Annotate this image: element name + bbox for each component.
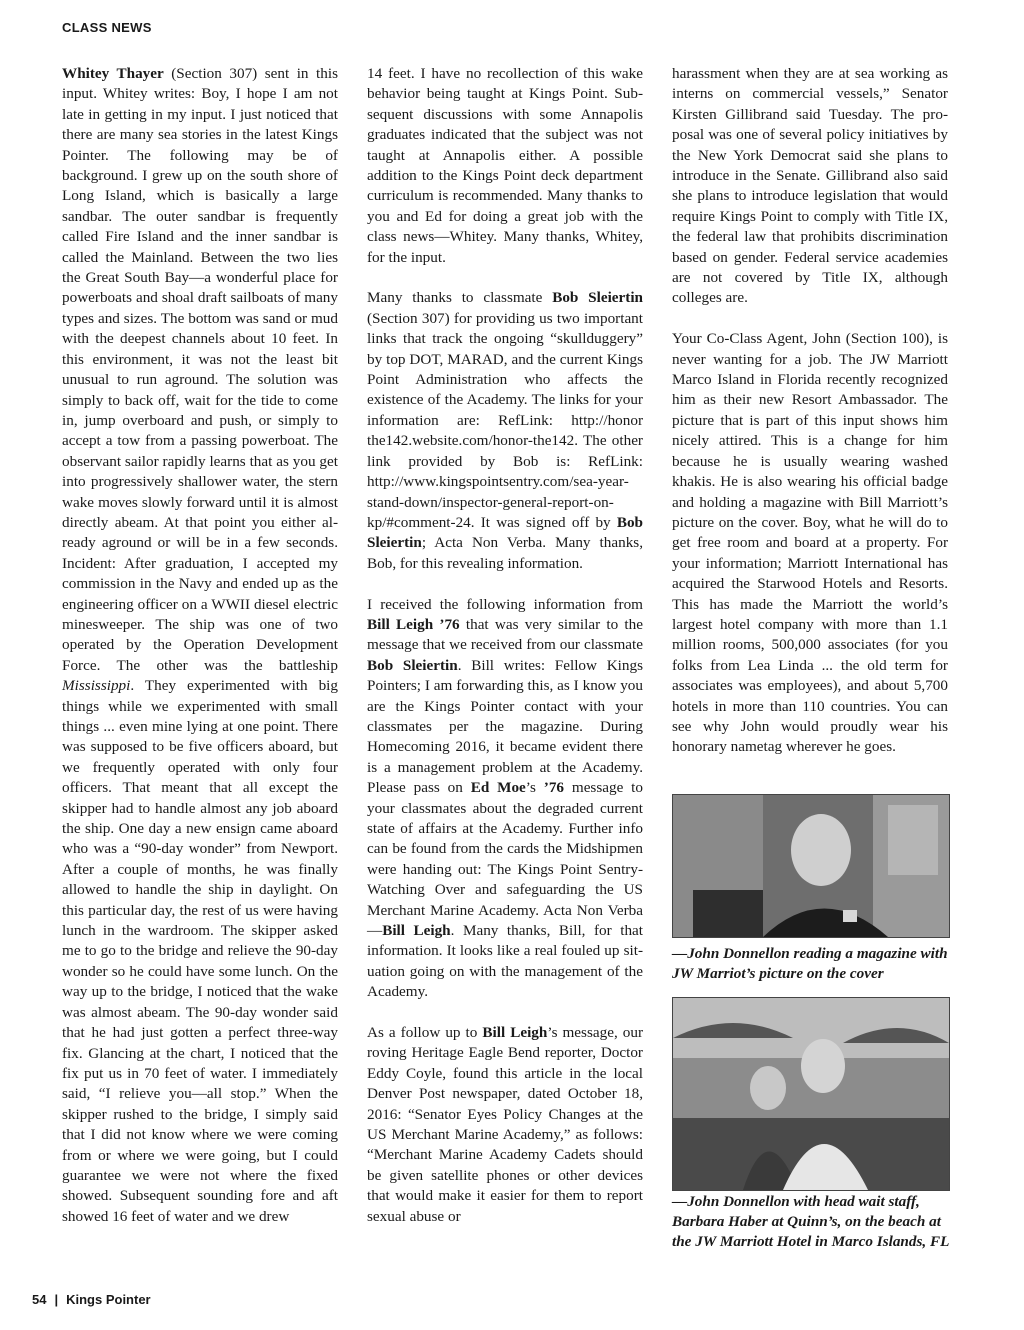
- person-name: Bill Leigh: [382, 922, 451, 940]
- ship-name: Mississippi: [62, 677, 131, 695]
- body-text: Many thanks to classmate: [367, 289, 553, 307]
- body-text: that was very similar to the message that we received from our classmate: [367, 615, 643, 654]
- body-text: . Many thanks, Bill, for that information. It looks like a real fouled up situation going on with the management of the Academy.: [367, 922, 644, 1001]
- page-footer: [32, 1292, 151, 1307]
- person-name: Bob Sleiertin: [552, 289, 643, 307]
- photo-image: [673, 795, 949, 937]
- photo-john-donnellon-magazine: [672, 794, 950, 938]
- body-text: (Section 307) sent in this input. Whitey writes: Boy, I hope I am not late in getting in my input. I just noticed that there are many sea stories in the latest Kings Pointer. The following may be of background. I grew up on the south shore of Long Island, which is basically a large sandbar. The outer sandbar is frequently called Fire Island and the inner sandbar is called the Mainland. Between the two lies the Great South Bay—a wonderful place for powerboats and shoal draft sailboats of many types and sizes. The bottom was sand or mud with the deepest channels about 10 feet. In this environment, it was not the least bit unusual to run aground. The solution was simply to back off, wait for the tide to come in, jump overboard and push, or simply to accept a tow from a passing powerboat. The observant sailor rapidly learns that as you get into progressively shallower water, the stern wake moves slowly forward until it is almost directly abeam. At that point you either already aground or will be in a few seconds. Incident: After graduation, I accepted my commission in the Navy and ended up as the engineering officer on a WWII diesel electric minesweeper. The ship was one of two operated by the Operation Development Force. The other was the battleship: [62, 65, 338, 674]
- paragraph: [367, 595, 643, 1003]
- section-header: CLASS NEWS: [62, 20, 152, 35]
- publication-name: Kings Pointer: [66, 1292, 151, 1307]
- paragraph: Your Co-Class Agent, John (Section 100), is never wanting for a job. The JW Marriott Marco Island in Florida recently recognized him as their new Resort Ambassador. The picture that is part of this input shows him nicely attired. This is a change for him because he is usually wearing washed khakis. He is also wearing his official badge and holding a magazine with Bill Marriott’s picture on the cover. Boy, what he will do to get free room and board at a property. For your information; Marriott International has acquired the Starwood Hotels and Resorts. This has made the Marriott the world’s largest hotel company with more than 1.1 million rooms, 500,000 associates (for you folks from Lea Linda ... the old term for associates was employees), and about 5,700 hotels in more than 110 countries. You can see why John would proudly wear his honorary nametag wherever he goes.: [672, 330, 948, 756]
- person-name: Whitey Thayer: [62, 65, 164, 82]
- article-column-3: [672, 64, 948, 778]
- body-text: . They experimented with big things while we experimented with small things ... even mine lying at one point. There was supposed to be five officers aboard, but we frequently operated with only four officers. That meant that all except the skipper had to handle almost any job aboard the ship. One day a new ensign came aboard who was a “90-day wonder” from Newport. After a couple of months, he was finally allowed to handle the ship in daylight. On this particular day, the rest of us were having lunch in the wardroom. The skipper asked me to go to the bridge and relieve the 90-day wonder so he could have some lunch. On the way up to the bridge, I noticed that the wake was almost abeam. The 90-day wonder said that he had just gotten a perfect three-way fix. Glancing at the chart, I noticed that the fix put us in 70 feet of water. I immediately said, “I relieve you—all stop.” When the skipper rushed to the bridge, I simply said that I did not know where we were coming from or where we were going, but I could guarantee we were not where the fixed showed. Subsequent sounding fore and aft showed 16 feet of water and we drew: [62, 677, 338, 1225]
- paragraph: [367, 1023, 643, 1227]
- person-name: Ed Moe: [470, 779, 526, 797]
- body-text: I received the following information from: [367, 595, 643, 613]
- body-text: ’s: [525, 779, 544, 797]
- person-name: Bill Leigh ’76: [367, 615, 460, 633]
- photo-john-donnellon-barbara-haber: [672, 997, 950, 1191]
- person-name: Bob Sleiertin: [367, 513, 643, 552]
- article-column-2: [367, 64, 643, 1248]
- paragraph: [367, 288, 643, 574]
- body-text: As a follow up to: [367, 1024, 483, 1042]
- class-year: ’76: [543, 779, 565, 797]
- body-text: message to your classmates about the degraded current state of affairs at the Academy. Further info can be found from the cards the Midshipmen were handing out: The Kings Point Sentry-Watching Over and safeguarding the US Merchant Marine Academy. Acta Non Verba—: [367, 779, 643, 940]
- body-text: ; Acta Non Verba. Many thanks, Bob, for this revealing information.: [367, 534, 643, 572]
- article-column-1: [62, 64, 338, 1248]
- paragraph: [62, 64, 338, 1227]
- paragraph: harassment when they are at sea working as interns on commercial vessels,” Senator Kirsten Gillibrand said Tuesday. The proposal was one of several policy initiatives by the New York Democrat said she plans to introduce in the Senate. Gillibrand also said she plans to introduce legislation that would require Kings Point to comply with Title IX, the federal law that prohibits discrimination based on gender. Federal service academies are not covered by Title IX, although colleges are.: [672, 65, 948, 307]
- page-number: 54: [32, 1292, 47, 1307]
- footer-divider: |: [54, 1292, 59, 1307]
- body-text: . Bill writes: Fellow Kings Pointers; I am forwarding this, as I know you are the Kings Pointer contact with your classmates per the magazine. During Homecoming 2016, it became evident there is a management problem at the Academy. Please pass on: [367, 656, 643, 797]
- person-name: Bill Leigh: [482, 1024, 548, 1042]
- body-text: (Section 307) for providing us two important links that track the ongoing “skullduggery” by top DOT, MARAD, and the current Kings Point Administration who affects the existence of the Academy. The links for your information are: RefLink: http://honor the142.website.com/honor-the142. The other link provided by Bob is: RefLink: http://www.kingspointsentry.com/sea-year-stand-down/inspector-general-report-on-kp/#comment-24. It was signed off by: [367, 309, 643, 531]
- paragraph: 14 feet. I have no recollection of this wake behavior being taught at Kings Point. Subsequent discussions with some Annapolis graduates indicated that the subject was not taught at Annapolis either. A possible addition to the Kings Point deck department curriculum is recommended. Many thanks to you and Ed for doing a great job with the class news—Whitey. Many thanks, Whitey, for the input.: [367, 65, 643, 266]
- photo-image: [673, 998, 949, 1190]
- body-text: ’s message, our roving Heritage Eagle Bend reporter, Doctor Eddy Coyle, found this article in the local Denver Post newspaper, dated October 18, 2016: “Senator Eyes Policy Changes at the US Merchant Marine Academy,” as follows: “Merchant Marine Academy Cadets should be given satellite phones or other devices that would make it easier for them to report sexual abuse or: [367, 1024, 644, 1225]
- photo-caption-1: —John Donnellon reading a magazine with JW Marriot’s picture on the cover: [672, 945, 948, 982]
- photo-caption-2: —John Donnellon with head wait staff, Barbara Haber at Quinn’s, on the beach at the JW Marriott Hotel in Marco Islands, FL: [672, 1193, 950, 1250]
- person-name: Bob Sleiertin: [367, 656, 458, 674]
